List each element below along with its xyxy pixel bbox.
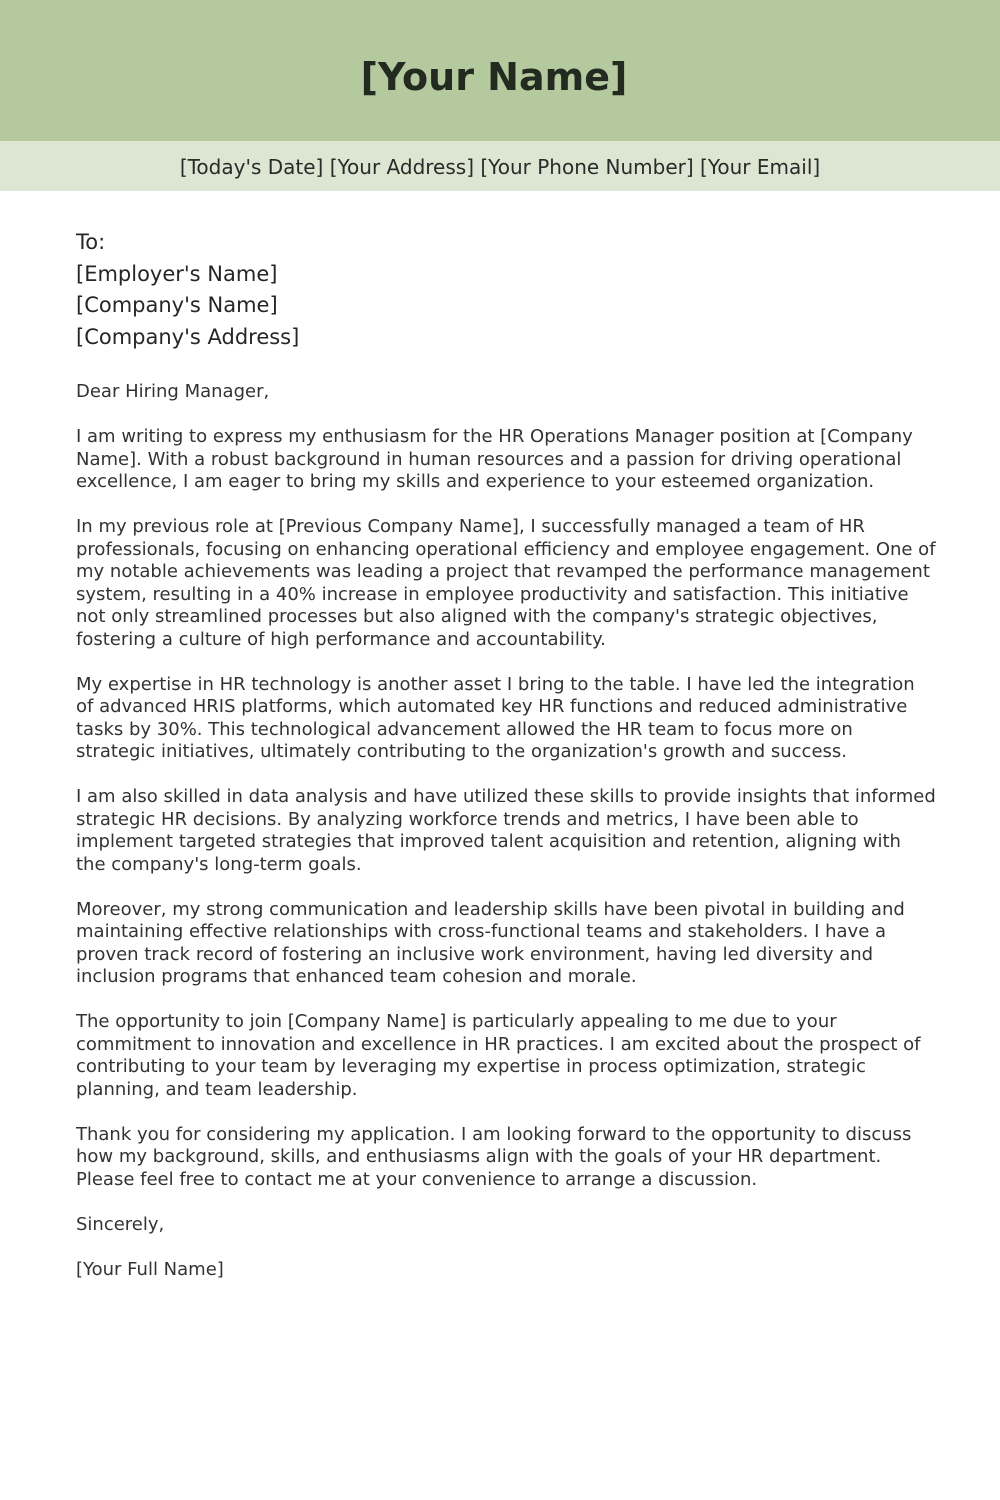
company-name: [Company's Name] xyxy=(76,293,278,317)
body-paragraph: Thank you for considering my application. I am looking forward to the opportunity to discuss how my background, skills, and enthusiasms align with the goals of your HR department. Please feel free to contact me at your convenience to arrange a discussion. xyxy=(76,1123,912,1190)
salutation: Dear Hiring Manager, xyxy=(76,381,270,402)
to-label: To: xyxy=(76,230,106,254)
employer-name: [Employer's Name] xyxy=(76,261,278,286)
letter-body xyxy=(76,381,936,1304)
body-paragraph: The opportunity to join [Company Name] is particularly appealing to me due to your commitment to innovation and excellence in HR practices. I am excited about the prospect of contributing to your team by leveraging my expertise in process optimization, strategic planning, and team leadership. xyxy=(76,1011,921,1100)
body-paragraph: I am writing to express my enthusiasm for the HR Operations Manager position at [Company Name]. With a robust background in human resources and a passion for driving operational excellence, I am eager to bring my skills and experience to your esteemed organization. xyxy=(76,426,913,492)
signature: [Your Full Name] xyxy=(76,1258,224,1280)
body-paragraph: Moreover, my strong communication and leadership skills have been pivotal in building and maintaining effective relationships with cross-functional teams and stakeholders. I have a proven track record of fostering an inclusive work environment, having led diversity and inclusion programs that enhanced team cohesion and morale. xyxy=(76,898,905,987)
closing: Sincerely, xyxy=(76,1213,165,1235)
recipient-block xyxy=(76,227,936,353)
body-paragraph: My expertise in HR technology is another asset I bring to the table. I have led the integration of advanced HRIS platforms, which automated key HR functions and reduced administrative tasks by 30%. This technological advancement allowed the HR team to focus more on strategic initiatives, ultimately contributing to the organization's growth and success. xyxy=(76,673,915,762)
company-address: [Company's Address] xyxy=(76,324,300,349)
sender-name: [Your Name] xyxy=(360,55,628,99)
body-paragraph: I am also skilled in data analysis and have utilized these skills to provide insights that informed strategic HR decisions. By analyzing workforce trends and metrics, I have been able to implement targeted strategies that improved talent acquisition and retention, aligning with the company's long-term goals. xyxy=(76,786,936,875)
body-paragraph: In my previous role at [Previous Company Name], I successfully managed a team of HR professionals, focusing on enhancing operational efficiency and employee engagement. One of my notable achievements was leading a project that revamped the performance management system, resulting in a 40% increase in employee productivity and satisfaction. This initiative not only streamlined processes but also aligned with the company's strategic objectives, fostering a culture of high performance and accountability. xyxy=(76,516,936,650)
contact-line: [Today's Date] [Your Address] [Your Phone Number] [Your Email] xyxy=(179,155,821,179)
